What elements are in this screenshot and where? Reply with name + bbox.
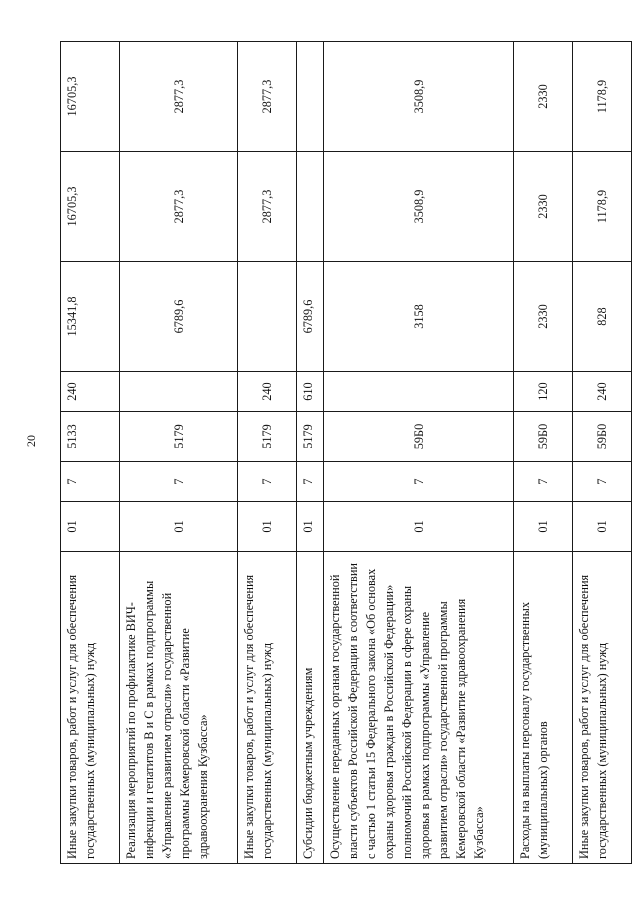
expense-type-code xyxy=(324,372,514,412)
amount-year-3: 2330 xyxy=(513,42,572,152)
amount-year-3 xyxy=(297,42,324,152)
subprogram-code: 7 xyxy=(238,462,297,502)
amount-year-2: 3508,9 xyxy=(324,152,514,262)
program-code: 01 xyxy=(513,502,572,552)
subprogram-code: 7 xyxy=(297,462,324,502)
expense-type-code xyxy=(120,372,238,412)
direction-code: 59Б0 xyxy=(572,412,631,462)
table-row xyxy=(61,42,120,864)
direction-code: 59Б0 xyxy=(513,412,572,462)
budget-table xyxy=(60,41,632,864)
amount-year-1: 6789,6 xyxy=(297,262,324,372)
expense-type-code: 610 xyxy=(297,372,324,412)
amount-year-2: 1178,9 xyxy=(572,152,631,262)
direction-code: 5179 xyxy=(238,412,297,462)
program-code: 01 xyxy=(297,502,324,552)
amount-year-2: 2877,3 xyxy=(238,152,297,262)
amount-year-1: 15341,8 xyxy=(61,262,120,372)
subprogram-code: 7 xyxy=(324,462,514,502)
amount-year-2: 16705,3 xyxy=(61,152,120,262)
table-row xyxy=(513,42,572,864)
table-row xyxy=(120,42,238,864)
subprogram-code: 7 xyxy=(120,462,238,502)
amount-year-3: 3508,9 xyxy=(324,42,514,152)
row-name: Субсидии бюджетным учреждениям xyxy=(297,552,324,864)
page-number: 20 xyxy=(24,435,38,447)
amount-year-1: 3158 xyxy=(324,262,514,372)
row-name: Иные закупки товаров, работ и услуг для обеспечения государственных (муниципальных) нужд xyxy=(572,552,631,864)
direction-code: 59Б0 xyxy=(324,412,514,462)
direction-code: 5133 xyxy=(61,412,120,462)
table-row xyxy=(238,42,297,864)
amount-year-1 xyxy=(238,262,297,372)
program-code: 01 xyxy=(61,502,120,552)
amount-year-3: 16705,3 xyxy=(61,42,120,152)
amount-year-3: 2877,3 xyxy=(120,42,238,152)
row-name: Расходы на выплаты персоналу государственных (муниципальных) органов xyxy=(513,552,572,864)
row-name: Иные закупки товаров, работ и услуг для обеспечения государственных (муниципальных) нужд xyxy=(238,552,297,864)
amount-year-2: 2877,3 xyxy=(120,152,238,262)
subprogram-code: 7 xyxy=(572,462,631,502)
amount-year-1: 2330 xyxy=(513,262,572,372)
table-row xyxy=(297,42,324,864)
expense-type-code: 120 xyxy=(513,372,572,412)
row-name: Иные закупки товаров, работ и услуг для обеспечения государственных (муниципальных) нужд xyxy=(61,552,120,864)
direction-code: 5179 xyxy=(120,412,238,462)
table-row xyxy=(572,42,631,864)
amount-year-3: 1178,9 xyxy=(572,42,631,152)
row-name: Реализация мероприятий по профилактике ВИЧ-инфекции и гепатитов В и С в рамках подпрограммы «Управление развитием отрасли» государственной программы Кемеровской области «Развитие здравоохранения Кузбасса» xyxy=(120,552,238,864)
subprogram-code: 7 xyxy=(513,462,572,502)
table-row xyxy=(324,42,514,864)
subprogram-code: 7 xyxy=(61,462,120,502)
program-code: 01 xyxy=(324,502,514,552)
direction-code: 5179 xyxy=(297,412,324,462)
program-code: 01 xyxy=(572,502,631,552)
expense-type-code: 240 xyxy=(61,372,120,412)
amount-year-1: 6789,6 xyxy=(120,262,238,372)
amount-year-2: 2330 xyxy=(513,152,572,262)
amount-year-1: 828 xyxy=(572,262,631,372)
program-code: 01 xyxy=(120,502,238,552)
expense-type-code: 240 xyxy=(238,372,297,412)
row-name: Осуществление переданных органам государственной власти субъектов Российской Федерации в соответствии с частью 1 статьи 15 Федерального закона «Об основах охраны здоровья граждан в Российской Федерации» полномочий Российской Федерации в сфере охраны здоровья в рамках подпрограммы «Управление развитием отрасли» государственной программы Кемеровской области «Развитие здравоохранения Кузбасса» xyxy=(324,552,514,864)
amount-year-2 xyxy=(297,152,324,262)
expense-type-code: 240 xyxy=(572,372,631,412)
program-code: 01 xyxy=(238,502,297,552)
amount-year-3: 2877,3 xyxy=(238,42,297,152)
